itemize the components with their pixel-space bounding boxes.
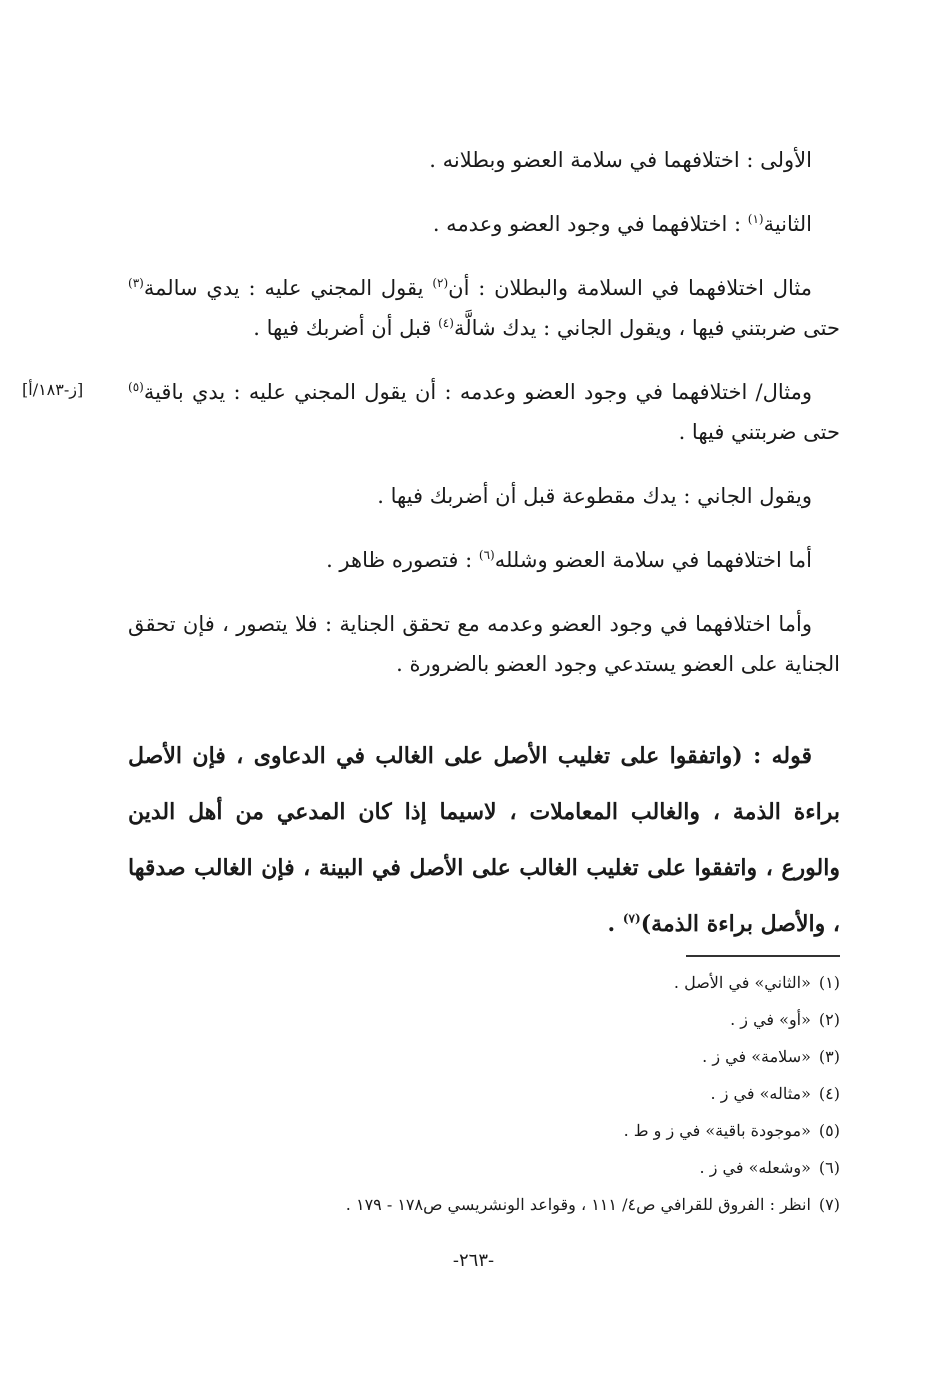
paragraph-text: : اختلافهما في وجود العضو وعدمه . xyxy=(432,212,748,236)
paragraph-text: مثال اختلافهما في السلامة والبطلان : أن xyxy=(448,276,812,300)
paragraph-example-safety xyxy=(128,268,840,348)
paragraph-text: حتى ضربتني فيها . xyxy=(678,420,840,444)
paragraph-accused-statement xyxy=(128,476,840,516)
footnote-text: «الثاني» في الأصل . xyxy=(673,973,811,992)
footnote-number: (١) xyxy=(818,973,840,992)
page-number: -٢٦٣- xyxy=(452,1250,495,1271)
footnote-item xyxy=(150,1075,840,1112)
footnote-ref: (١) xyxy=(747,212,764,226)
quoted-statement xyxy=(128,728,840,952)
footnote-number: (٣) xyxy=(818,1047,840,1066)
paragraph-example-existence xyxy=(128,372,840,452)
paragraph-paralysis xyxy=(128,540,840,580)
quote-end: . xyxy=(607,911,623,937)
footnote-text: «مثاله» في ز . xyxy=(710,1084,811,1103)
footnote-text: «أو» في ز . xyxy=(730,1010,811,1029)
manuscript-folio-marker: [ز-١٨٣/أ] xyxy=(22,380,84,399)
paragraph-text: : فتصوره ظاهر . xyxy=(326,548,479,572)
quote-text: قوله : (واتفقوا على تغليب الأصل على الغالب في الدعاوى ، فإن الأصل براءة الذمة ، والغالب المعاملات ، لاسيما إذا كان المدعي من أهل الدين والورع ، واتفقوا على تغليب الغالب على الأصل في البينة ، فإن الغالب صدقها ، والأصل براءة الذمة) xyxy=(128,743,840,937)
footnote-number: (٥) xyxy=(818,1121,840,1140)
paragraph-text: أما اختلافهما في سلامة العضو وشلله xyxy=(494,548,812,572)
paragraph-text: ويقول الجاني : يدك مقطوعة قبل أن أضربك فيها . xyxy=(377,484,812,508)
paragraph-text: قبل أن أضربك فيها . xyxy=(253,316,439,340)
footnote-item xyxy=(150,1149,840,1186)
footnote-item xyxy=(150,1112,840,1149)
footnote-number: (٦) xyxy=(818,1158,840,1177)
footnote-item xyxy=(150,1001,840,1038)
footnote-ref: (٧) xyxy=(622,911,641,926)
paragraph-text: الأولى : اختلافهما في سلامة العضو وبطلانه . xyxy=(429,148,812,172)
footnote-text: انظر : الفروق للقرافي ص٤/ ١١١ ، وقواعد الونشريسي ص١٧٨ - ١٧٩ . xyxy=(345,1195,811,1214)
paragraph-conclusion xyxy=(128,604,840,684)
paragraph-text: ومثال/ اختلافهما في وجود العضو وعدمه : أن يقول المجني عليه : يدي باقية xyxy=(143,380,812,404)
footnote-number: (٢) xyxy=(818,1010,840,1029)
paragraph-second-case xyxy=(128,204,840,244)
paragraph-text: وأما اختلافهما في وجود العضو وعدمه مع تحقق الجناية : فلا يتصور ، فإن تحقق الجناية على العضو يستدعي وجود العضو بالضرورة . xyxy=(128,612,840,676)
paragraph-text: يقول المجني عليه : يدي سالمة xyxy=(143,276,433,300)
footnote-ref: (٤) xyxy=(438,316,454,330)
footnote-number: (٤) xyxy=(818,1084,840,1103)
footnote-divider xyxy=(686,955,840,957)
footnote-text: «موجودة باقية» في ز و ط . xyxy=(623,1121,811,1140)
footnote-item xyxy=(150,1038,840,1075)
footnote-text: «سلامة» في ز . xyxy=(702,1047,811,1066)
footnote-item xyxy=(150,1186,840,1223)
footnote-ref: (٢) xyxy=(432,276,449,290)
footnotes-list xyxy=(150,964,840,1223)
paragraph-text: الثانية xyxy=(763,212,812,236)
footnote-item xyxy=(150,964,840,1001)
main-text xyxy=(128,140,840,708)
paragraph-first-case xyxy=(128,140,840,180)
footnote-text: «وشعله» في ز . xyxy=(699,1158,811,1177)
footnote-ref: (٦) xyxy=(478,548,495,562)
footnote-number: (٧) xyxy=(818,1195,840,1214)
footnote-ref: (٣) xyxy=(128,276,144,290)
paragraph-text: حتى ضربتني فيها ، ويقول الجاني : يدك شالَّة xyxy=(453,316,840,340)
footnote-ref: (٥) xyxy=(128,380,144,394)
